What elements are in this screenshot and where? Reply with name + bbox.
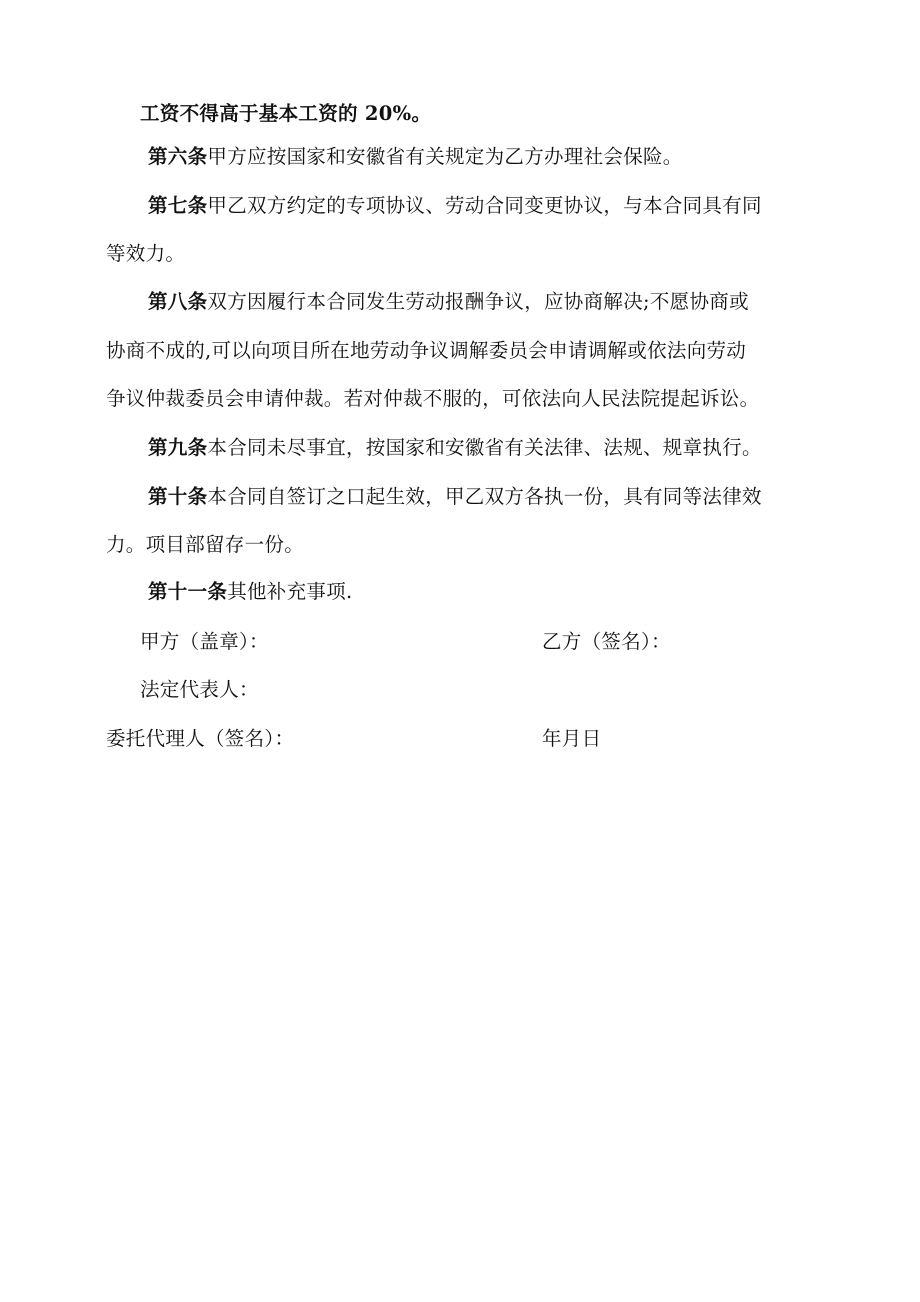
article-6-heading: 第六条 (148, 145, 208, 168)
article-9-heading: 第九条 (148, 436, 208, 459)
article-8-text-line-1: 双方因履行本合同发生劳动报酬争议，应协商解决;不愿协商或 (207, 290, 749, 313)
article-8 (148, 288, 749, 316)
article-10-heading: 第十条 (148, 485, 208, 508)
article-8-text-line-3: 争议仲裁委员会申请仲裁。若对仲裁不服的，可依法向人民法院提起诉讼。 (106, 387, 760, 410)
article-11-heading: 第十一条 (148, 580, 228, 603)
article-7-text-line-1: 甲乙双方约定的专项协议、劳动合同变更协议，与本合同具有同 (207, 194, 762, 217)
article-10-text-line-2: 力。项目部留存一份。 (106, 533, 305, 556)
party-b-sign-label: 乙方（签名）： (542, 630, 671, 653)
agent-sign-label: 委托代理人（签名）： (106, 727, 295, 750)
article-6-text: 甲方应按国家和安徽省有关规定为乙方办理社会保险。 (207, 145, 683, 168)
legal-representative-label: 法定代表人： (140, 678, 259, 701)
article-11-text: 其他补充事项. (227, 580, 353, 603)
article-10-text-line-1: 本合同自签订之口起生效，甲乙双方各执一份，具有同等法律效 (207, 485, 762, 508)
date-label: 年月日 (542, 727, 602, 750)
article-9 (148, 434, 762, 462)
article-6 (148, 143, 683, 171)
article-8-text-line-2: 协商不成的,可以向项目所在地劳动争议调解委员会申请调解或依法向劳动 (106, 339, 747, 362)
party-a-seal-label: 甲方（盖章）： (140, 630, 269, 653)
article-11 (148, 578, 353, 606)
article-8-heading: 第八条 (148, 290, 208, 313)
article-7 (148, 192, 762, 220)
article-7-text-line-2: 等效力。 (106, 242, 186, 265)
article-7-heading: 第七条 (148, 194, 208, 217)
article-9-text: 本合同未尽事宜，按国家和安徽省有关法律、法规、规章执行。 (207, 436, 762, 459)
salary-limit-line: 工资不得高于基本工资的 20%。 (140, 102, 432, 125)
article-10 (148, 483, 762, 511)
